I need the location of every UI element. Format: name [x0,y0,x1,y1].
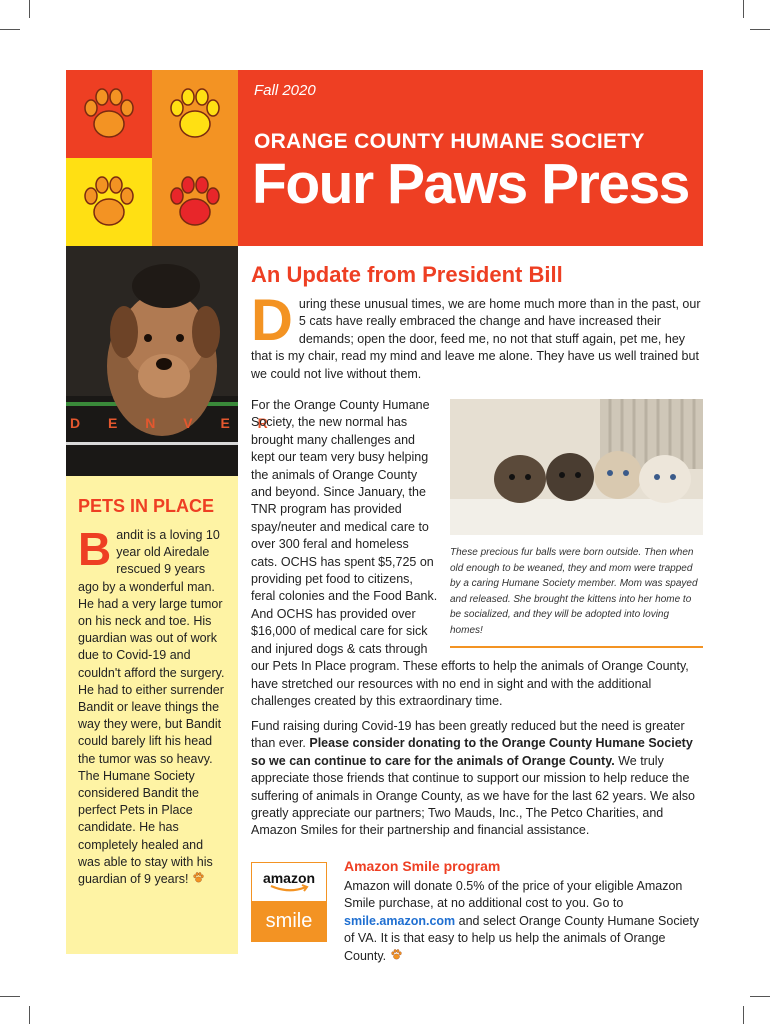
crop-mark-top-left [0,29,20,30]
donation-appeal: Please consider donating to the Orange County Humane Society so we can continue to care for the animals of Orange County. [251,736,693,768]
paw-print-icon [192,871,205,884]
amazon-text-before: Amazon will donate 0.5% of the price of your eligible Amazon Smile purchase, at no additional cost to you. Go to [344,879,683,911]
sidebar-heading: PETS IN PLACE [78,496,215,516]
article-lead-text: uring these unusual times, we are home much more than in the past, our 5 cats have really embraced the change and have increased their demands; open the door, feed me, no not that stuff again, pet me, hey that is my chair, read my mind and leave me alone. They have us well trained but we could not live without them. [251,297,701,381]
kittens-caption: These precious fur balls were born outside. Then when old enough to be weaned, they and mom were trapped by a caring Humane Society member. Mom was spayed and released. She brought the kittens into her home to be socialized, and they will be adopted into loving homes! [450,545,703,648]
dog-illustration [66,246,280,476]
crop-mark-top-right-v [743,0,744,18]
pets-in-place-sidebar [66,476,238,954]
crop-mark-top-left-v [29,0,30,18]
article-paragraph-3 [251,718,703,840]
issue-season: Fall 2020 [254,82,316,99]
paragraph-3-end: We truly appreciate those friends that continue to support our mission to help reduce the suffering of animals in Orange County, as we have for the last 62 years. We also greatly appreciate our partners; Two Mauds, Inc., The Petco Charities, and Amazon Smiles for their partnership and financial assistance. [251,753,695,838]
paw-print-icon [390,948,403,961]
paw-cell-yellow [66,158,152,246]
article-main [251,262,703,383]
crop-mark-bottom-left-v [29,1006,30,1024]
paw-print-icon [77,82,141,146]
amazon-heading: Amazon Smile program [344,858,501,874]
paw-print-icon [163,82,227,146]
paw-logo-grid [66,70,238,246]
sidebar-dropcap: B [78,523,112,575]
crop-mark-bottom-right-v [743,1006,744,1024]
kittens-illustration [450,399,703,535]
dog-photo [66,246,280,476]
amazon-logo-top [252,863,326,901]
amazon-paragraph [344,878,704,965]
amazon-smile-section [344,858,704,965]
paw-cell-orange-2 [152,158,238,246]
article-lead [251,288,703,383]
sidebar-body [78,523,228,888]
kittens-photo [450,399,703,535]
paw-cell-orange [152,70,238,158]
amazon-logo-bottom: smile [252,901,326,941]
crop-mark-bottom-right [750,996,770,997]
amazon-smile-arrow-icon [269,885,309,893]
organization-name: ORANGE COUNTY HUMANE SOCIETY [254,130,645,153]
article-dropcap: D [251,288,293,353]
header-banner [238,70,703,246]
article-paragraph-2-text: For the Orange County Humane Society, the new normal has brought many challenges and kept our team very busy helping the animals of Orange County and beyond. Since January, the TNR program has provided spay/neuter and medical care to over 300 feral and homeless cats. OCHS has spent $5,725 on providing pet food to citizens, feral colonies and the Food Bank. And OCHS has provided over $16,000 of medical care for sick and injured dogs & cats through our Pets In Place program. These efforts to help the animals of Orange County, have stretched our resources with no end in sight and with the additional challenges created by this extraordinary time. [251,398,689,708]
amazon-wordmark: amazon [262,870,316,886]
crop-mark-bottom-left [0,996,20,997]
paw-print-icon [77,170,141,234]
paw-cell-red [66,70,152,158]
mat-text: D E N V E R [70,415,280,431]
masthead-title: Four Paws Press [252,152,689,216]
paw-print-icon [163,170,227,234]
sidebar-text: andit is a loving 10 year old Airedale rescued 9 years ago by a wonderful man. He had a very large tumor on his neck and toe. His guardian was out of work due to Covid-19 and couldn't afford the surgery. He had to either surrender Bandit or leave things the way they were, but Bandit could barely lift his head the tumor was so heavy. The Humane Society considered Bandit the perfect Pets in Place candidate. He has completely healed and was able to stay with his guardian of 9 years! [78,528,225,887]
article-title: An Update from President Bill [251,262,563,287]
crop-mark-top-right [750,29,770,30]
amazon-smile-link[interactable]: smile.amazon.com [344,913,456,928]
article-paragraph-2 [251,397,703,710]
amazon-smile-logo [251,862,327,942]
paragraph-3-start: Fund raising during Covid-19 has been greatly reduced but the need is greater than ever. [251,719,685,751]
kittens-photo-box [450,399,703,648]
amazon-text-after: and select Orange County Humane Society of VA. It is that easy to help us help the animals of Orange County. [344,913,700,963]
